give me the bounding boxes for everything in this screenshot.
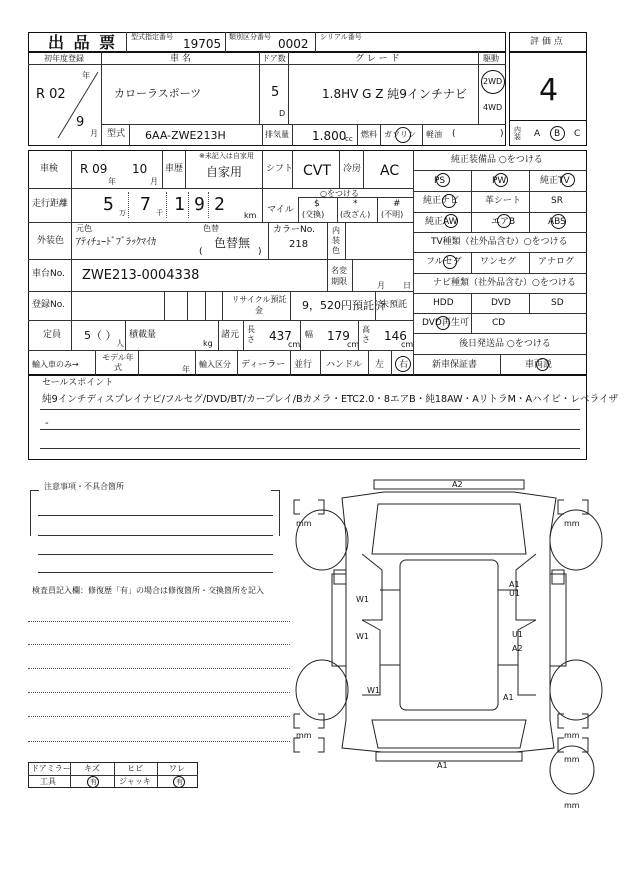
damage-mark: A1 xyxy=(503,693,514,702)
import-label: 輸入車のみ→ xyxy=(32,360,79,369)
nav-hdd: HDD xyxy=(433,298,454,308)
fuel-gasoline: ガソリン xyxy=(384,130,416,139)
handle-left: 左 xyxy=(375,360,385,370)
docs-circle xyxy=(536,358,549,371)
import-type-label: 輸入区分 xyxy=(199,360,231,369)
unknown-label: (不明) xyxy=(381,210,404,219)
tv-oneseg: ワンセグ xyxy=(480,257,517,267)
doors-value: 5 xyxy=(271,85,280,100)
tools-mirror: ドアミラー xyxy=(31,764,71,773)
handle-right-circle xyxy=(395,356,411,372)
mileage-man: 万 xyxy=(119,209,126,217)
model-year-unit: 年 xyxy=(182,365,190,374)
inspection-year-unit: 年 xyxy=(108,177,116,186)
nav-circle xyxy=(436,316,450,330)
height-value: 146 xyxy=(384,329,407,343)
first-reg-label: 初年度登録 xyxy=(44,54,84,63)
inspection-month-unit: 月 xyxy=(150,177,158,186)
parallel-option: 並行 xyxy=(294,360,313,370)
year-label: 年 xyxy=(82,71,90,80)
equip-airbag: エアB xyxy=(491,217,516,227)
mileage-digit: 2 xyxy=(214,194,225,215)
equip-aw: 純正AW xyxy=(425,217,458,227)
cc-label: cc xyxy=(345,135,353,143)
kg-label: kg xyxy=(203,339,213,348)
tv-header: TV種類（社外品含む）○をつける xyxy=(431,237,568,247)
first-reg-month: 9 xyxy=(76,115,85,130)
equip-ps: PS xyxy=(434,176,446,186)
history-note: ※未記入は自家用 xyxy=(199,152,254,160)
inspection-month: 10 xyxy=(132,162,148,176)
svg-text:mm: mm xyxy=(564,519,580,528)
cm-label: cm xyxy=(401,340,414,349)
equip-circle xyxy=(497,214,511,228)
svg-text:mm: mm xyxy=(296,731,312,740)
damage-mark: A2 xyxy=(452,480,463,489)
capacity-value: 5（ ） xyxy=(84,329,117,342)
cm-label: cm xyxy=(347,340,360,349)
serial-label: シリアル番号 xyxy=(320,33,362,41)
orig-color-label: 元色 xyxy=(76,224,92,233)
km-label: km xyxy=(244,211,257,220)
first-reg-year: R 02 xyxy=(36,87,66,102)
equip-nav: 純正ナビ xyxy=(423,196,460,206)
sales-line-2: - xyxy=(45,418,49,429)
score-label: 評 価 点 xyxy=(530,37,563,47)
tv-circle xyxy=(443,255,457,269)
grade-label: グ レ ー ド xyxy=(355,54,400,64)
nav-header: ナビ種類（社外品含む）○をつける xyxy=(433,278,576,288)
damage-mark: A1 xyxy=(509,580,520,589)
fuel-diesel: 軽油 xyxy=(426,130,442,139)
tv-fullseg: フルセグ xyxy=(426,257,462,267)
interior-label: 内装 xyxy=(514,126,521,141)
color-change: 色替無 xyxy=(214,236,251,250)
damage-mark: A1 xyxy=(437,761,448,770)
equip-sr: SR xyxy=(551,196,563,206)
nav-dvd: DVD xyxy=(491,298,511,308)
damage-mark: A2 xyxy=(512,644,523,653)
reg-label: 登録No. xyxy=(32,300,65,310)
car-name-label: 車 名 xyxy=(170,54,191,64)
grade-value: 1.8HV G Z 純9インチナビ xyxy=(322,87,467,101)
notes-label: 注意事項・不具合箇所 xyxy=(44,482,124,491)
mile-label: マイル xyxy=(267,205,294,215)
model-cert-number: 19705 xyxy=(183,37,222,51)
month-label: 月 xyxy=(90,129,98,138)
docs-warranty: 新車保証書 xyxy=(432,360,478,370)
tamper-label: (改ざん) xyxy=(340,210,371,219)
dealer-option: ディーラー xyxy=(241,360,286,370)
recycle-status: 未預託 xyxy=(380,300,408,310)
tools-crack: ヒビ xyxy=(127,764,143,773)
model-year-label: モデル年式 xyxy=(102,353,134,372)
color-no: 218 xyxy=(289,239,309,250)
fuel-gas-circle xyxy=(395,127,411,143)
equip-circle xyxy=(561,173,575,187)
displacement-label: 排気量 xyxy=(265,130,289,139)
color-no-label: カラーNo. xyxy=(273,225,315,235)
interior-grade-a: A xyxy=(534,129,541,139)
damage-mark: U1 xyxy=(512,630,523,639)
mileage-digit: 1 xyxy=(174,194,185,215)
svg-text:mm: mm xyxy=(564,755,580,764)
nav-dvd-playback: DVD再生可 xyxy=(422,318,469,328)
equip-circle xyxy=(436,173,450,187)
tv-analog: アナログ xyxy=(538,257,575,267)
drive-4wd: 4WD xyxy=(483,103,503,112)
doors-label: ドア数 xyxy=(262,54,286,63)
tools-scratch: キズ xyxy=(84,764,100,773)
recycle-value: 9，520円預託済 xyxy=(302,299,385,312)
sales-label: セールスポイント xyxy=(42,378,114,388)
equip-leather: 革シート xyxy=(485,196,522,206)
equip-circle xyxy=(444,214,458,228)
inspection-label: 車検 xyxy=(40,164,59,174)
capacity-label: 定員 xyxy=(43,330,62,340)
car-diagram xyxy=(280,470,620,810)
tools-jack-yes: 有 xyxy=(176,778,183,786)
equip-pw: PW xyxy=(492,176,507,186)
width-value: 179 xyxy=(327,329,350,343)
drive-label: 駆動 xyxy=(483,54,499,63)
fuel-label: 燃料 xyxy=(361,130,377,139)
shift-value: CVT xyxy=(303,163,331,179)
mileage-label: 走行距離 xyxy=(32,199,69,209)
cm-label: cm xyxy=(288,340,301,349)
tools-jack: ジャッキ xyxy=(119,777,151,786)
displacement-value: 1.800 xyxy=(312,129,347,143)
inspector-label: 検査員記入欄：修復歴「有」の場合は修復箇所・交換箇所を記入 xyxy=(32,586,264,595)
mileage-sen: 千 xyxy=(156,209,163,217)
equip-tv: 純正TV xyxy=(540,176,570,186)
tools-circle xyxy=(87,776,99,788)
equip-abs: ABS xyxy=(548,217,566,227)
interior-grade-b: B xyxy=(554,129,561,139)
history-label: 車歴 xyxy=(165,164,184,174)
mileage-digit: 7 xyxy=(140,194,151,215)
damage-mark: W1 xyxy=(356,632,369,641)
mileage-digit: 5 xyxy=(103,194,114,215)
interior-color-label: 内装色 xyxy=(332,226,340,255)
class-number: 0002 xyxy=(278,37,309,51)
svg-text:mm: mm xyxy=(564,731,580,740)
name-change-label: 名変期限 xyxy=(331,266,347,286)
docs-manual: 車両説 xyxy=(525,360,553,370)
nav-cd: CD xyxy=(492,318,506,328)
inspection-year: R 09 xyxy=(80,162,108,176)
dims-label: 諸元 xyxy=(221,330,240,340)
tools-break: ワレ xyxy=(169,764,185,773)
equip-circle xyxy=(551,214,566,229)
unknown-mark: # xyxy=(393,199,401,209)
equip-circle xyxy=(442,194,456,208)
model-label: 型式 xyxy=(107,129,126,139)
name-change-month: 月 xyxy=(377,281,385,290)
damage-mark: W1 xyxy=(356,595,369,604)
exchange-label: (交換) xyxy=(302,210,325,219)
model-value: 6AA-ZWE213H xyxy=(145,129,226,142)
interior-grade-c: C xyxy=(574,129,581,139)
tamper-mark: * xyxy=(353,199,358,209)
car-name: カローラスポーツ xyxy=(114,87,202,100)
sales-line-1: 純9インチディスプレイナビ/フルセグ/DVD/BT/カープレイ/Bカメラ・ETC2.0・8エアB・純18AW・AリトラM・Aハイビ・レベライザ xyxy=(42,394,619,405)
interior-box xyxy=(509,120,587,146)
docs-header: 後日発送品 ○をつける xyxy=(459,339,551,349)
person-label: 人 xyxy=(116,339,124,348)
height-label: 高さ xyxy=(362,325,370,344)
mileage-digit: 9 xyxy=(194,194,205,215)
handle-right: 右 xyxy=(399,360,409,370)
width-label: 幅 xyxy=(305,330,313,339)
load-label: 積載量 xyxy=(129,330,157,340)
chassis-label: 車台No. xyxy=(32,269,65,279)
chassis-number: ZWE213-0004338 xyxy=(82,268,200,283)
form-title: 出 品 票 xyxy=(48,33,118,52)
length-label: 長さ xyxy=(247,325,255,344)
history-value: 自家用 xyxy=(206,165,243,179)
doors-suffix: D xyxy=(279,109,286,118)
tools-circle xyxy=(173,776,185,788)
drive-2wd: 2WD xyxy=(483,77,503,86)
shift-label: シフト xyxy=(266,164,294,174)
mileage-type-header: ○をつける xyxy=(320,189,359,198)
damage-mark: W1 xyxy=(367,686,380,695)
damage-mark: U1 xyxy=(509,589,520,598)
color-change-label: 色替 xyxy=(203,224,219,233)
exchange-mark: $ xyxy=(314,199,320,209)
svg-text:mm: mm xyxy=(296,519,312,528)
equip-header: 純正装備品 ○をつける xyxy=(451,155,543,165)
handle-label: ハンドル xyxy=(326,360,363,370)
color-label: 外装色 xyxy=(37,236,65,246)
model-cert-label: 型式指定番号 xyxy=(131,33,173,41)
length-value: 437 xyxy=(269,329,292,343)
nav-sd: SD xyxy=(551,298,564,308)
recycle-label: リサイクル預託金 xyxy=(231,295,287,315)
tools-tool: 工具 xyxy=(40,777,56,786)
ac-value: AC xyxy=(380,163,400,179)
orig-color: ｱﾃｨﾁｭｰﾄﾞﾌﾞﾗｯｸﾏｲｶ xyxy=(76,237,156,248)
ac-label: 冷房 xyxy=(343,164,362,174)
class-label: 類別区分番号 xyxy=(229,33,271,41)
equip-circle xyxy=(494,173,508,187)
tools-tool-yes: 有 xyxy=(90,778,97,786)
svg-text:mm: mm xyxy=(564,801,580,810)
score-value: 4 xyxy=(539,73,559,108)
